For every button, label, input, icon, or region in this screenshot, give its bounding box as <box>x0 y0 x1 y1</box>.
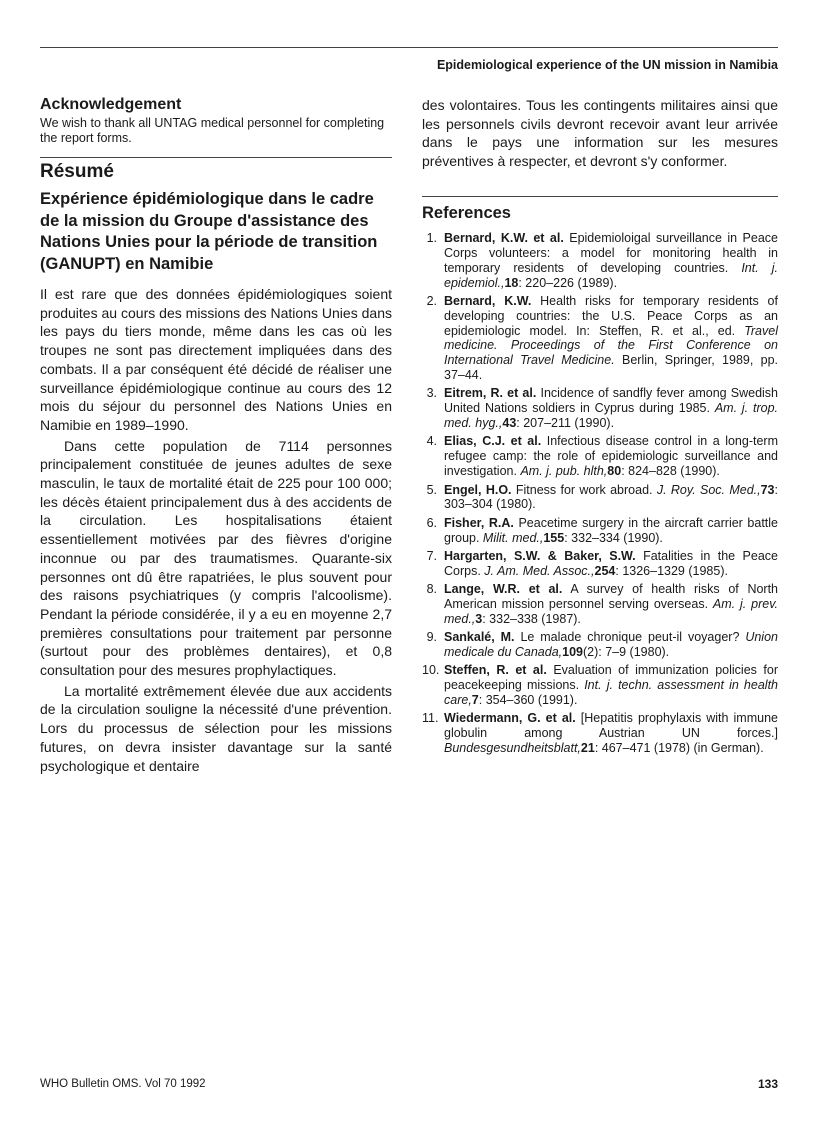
footer-journal: WHO Bulletin OMS. Vol 70 1992 <box>40 1078 206 1090</box>
reference-item: 2. Bernard, K.W. Health risks for temporary residents of developing countries: the U.S. Peace Corps as an epidemiologic model. In: Steffen, R. et al., ed. Travel medicine. Proceedings of the First Conference on International Travel Medicine. Berlin, Springer, 1989, pp. 37–44. <box>426 293 779 383</box>
reference-item: 5. Engel, H.O. Fitness for work abroad. J. Roy. Soc. Med.,73: 303–304 (1980). <box>426 482 778 512</box>
reference-item: 9. Sankalé, M. Le malade chronique peut-il voyager? Union medicale du Canada,109(2): 7–9 (1980). <box>426 629 778 659</box>
left-column <box>40 96 392 775</box>
reference-item: 4. Elias, C.J. et al. Infectious disease control in a long-term refugee camp: the role of epidemiologic surveillance and investigation. Am. j. pub. hlth,80: 824–828 (1990). <box>426 434 778 479</box>
references-list <box>422 231 778 756</box>
acknowledgement-text: We wish to thank all UNTAG medical personnel for completing the report forms. <box>40 116 385 145</box>
resume-title: Expérience épidémiologique dans le cadre de la mission du Groupe d'assistance des Nations Unies pour la période de transition (GANUPT) en Namibie <box>40 190 378 273</box>
resume-body <box>40 285 392 775</box>
reference-item: 10. Steffen, R. et al. Evaluation of immunization policies for peacekeeping missions. Int. j. techn. assessment in health care,7: 354–360 (1991). <box>422 662 778 707</box>
resume-paragraph: Dans cette population de 7114 personnes principalement constituée de jeunes adultes de sexe masculin, le taux de mortalité était de 225 pour 100 000; les décès étaient principalement dus à des accidents de la circulation. Les hospitalisations étaient essentiellement motivées par des fièvres d'origine inconnue ou par des traumatismes. Quarante-six personnes ont dû être rapatriées, le plus souvent pour des raisons psychiatriques (y compris l'alcoolisme). Pendant la période considérée, il y a eu en moyenne 2,7 premières consultations pour traitement par personne (surtout pour des problèmes dentaires), et 0,8 consultation pour des mesures prophylactiques. <box>40 437 392 679</box>
reference-item: 6. Fisher, R.A. Peacetime surgery in the aircraft carrier battle group. Milit. med.,155: 332–334 (1990). <box>426 515 778 545</box>
reference-item: 1. Bernard, K.W. et al. Epidemioloigal surveillance in Peace Corps volunteers: a model for monitoring health in temporary residents of developing countries. Int. j. epidemiol.,18: 220–226 (1989). <box>426 230 778 290</box>
page-number: 133 <box>757 1077 778 1091</box>
right-column <box>422 96 778 759</box>
resume-heading: Résumé <box>40 161 114 182</box>
references-heading: References <box>422 203 511 222</box>
resume-paragraph: Il est rare que des données épidémiologiques soient produites au cours des missions des Nations Unies dans les pays du tiers monde, même dans les cas où les troupes ne sont pas directement impliquées dans des combats. Il a par conséquent été décidé de réaliser une surveillance épidémiologique continue au cours des 12 mois du séjour du personnel des Nations Unies en Namibie en 1989–1990. <box>40 286 392 433</box>
reference-item: 11. Wiedermann, G. et al. [Hepatitis prophylaxis with immune globulin among Austrian UN forces.] Bundesgesundheitsblatt,21: 467–471 (1978) (in German). <box>422 710 778 755</box>
acknowledgement-heading: Acknowledgement <box>40 96 182 113</box>
references-rule <box>422 196 778 197</box>
reference-item: 3. Eitrem, R. et al. Incidence of sandfly fever among Swedish United Nations soldiers in Cyprus during 1985. Am. j. trop. med. hyg.,43: 207–211 (1990). <box>426 386 778 431</box>
top-rule <box>40 47 778 48</box>
resume-paragraph: La mortalité extrêmement élevée due aux accidents de la circulation souligne la nécessité d'une prévention. Lors du processus de sélection pour les missions futures, on devra insister davantage sur la santé psychologique et dentaire <box>40 682 392 774</box>
reference-item: 8. Lange, W.R. et al. A survey of health risks of North American mission personnel serving overseas. Am. j. prev. med.,3: 332–338 (1987). <box>426 581 779 626</box>
reference-item: 7. Hargarten, S.W. & Baker, S.W. Fatalities in the Peace Corps. J. Am. Med. Assoc.,254: 1326–1329 (1985). <box>426 548 778 578</box>
section-rule <box>40 157 392 158</box>
running-head: Epidemiological experience of the UN mission in Namibia <box>436 58 778 72</box>
resume-continuation: des volontaires. Tous les contingents militaires ainsi que les personnels civils devront recevoir avant leur arrivée dans le pays une information sur les mesures préventives à respecter, et devront s'y conformer. <box>422 97 778 170</box>
